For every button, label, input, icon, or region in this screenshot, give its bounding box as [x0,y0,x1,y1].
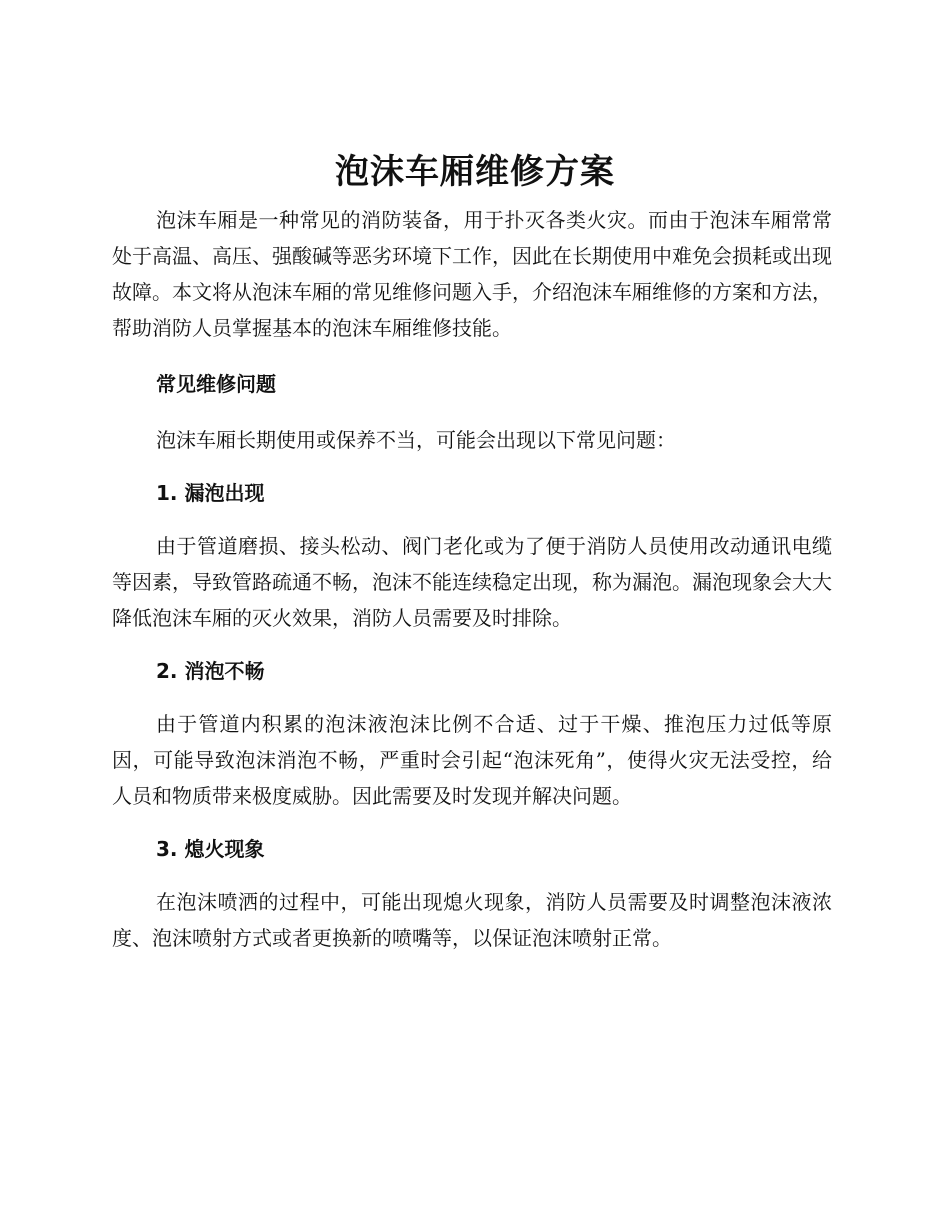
document-body [112,202,832,956]
section-heading: 常见维修问题 [156,372,276,396]
item-body-2: 由于管道内积累的泡沫液泡沫比例不合适、过于干燥、推泡压力过低等原因，可能导致泡沫消泡不畅，严重时会引起“泡沫死角”，使得火灾无法受控，给人员和物质带来极度威胁。因此需要及时发现并解决问题。 [112,712,832,808]
item-heading-3: 3. 熄火现象 [156,837,265,861]
item-body-1: 由于管道磨损、接头松动、阀门老化或为了便于消防人员使用改动通讯电缆等因素，导致管路疏通不畅，泡沫不能连续稳定出现，称为漏泡。漏泡现象会大大降低泡沫车厢的灭火效果，消防人员需要及时排除。 [112,534,832,630]
intro-paragraph: 泡沫车厢是一种常见的消防装备，用于扑灭各类火灾。而由于泡沫车厢常常处于高温、高压、强酸碱等恶劣环境下工作，因此在长期使用中难免会损耗或出现故障。本文将从泡沫车厢的常见维修问题入手，介绍泡沫车厢维修的方案和方法，帮助消防人员掌握基本的泡沫车厢维修技能。 [112,208,832,340]
item-heading-2: 2. 消泡不畅 [156,659,265,683]
section-intro-paragraph: 泡沫车厢长期使用或保养不当，可能会出现以下常见问题： [156,428,676,452]
item-heading-1: 1. 漏泡出现 [156,481,265,505]
item-body-3: 在泡沫喷洒的过程中，可能出现熄火现象，消防人员需要及时调整泡沫液浓度、泡沫喷射方式或者更换新的喷嘴等，以保证泡沫喷射正常。 [112,890,832,950]
page-title: 泡沫车厢维修方案 [335,152,615,192]
